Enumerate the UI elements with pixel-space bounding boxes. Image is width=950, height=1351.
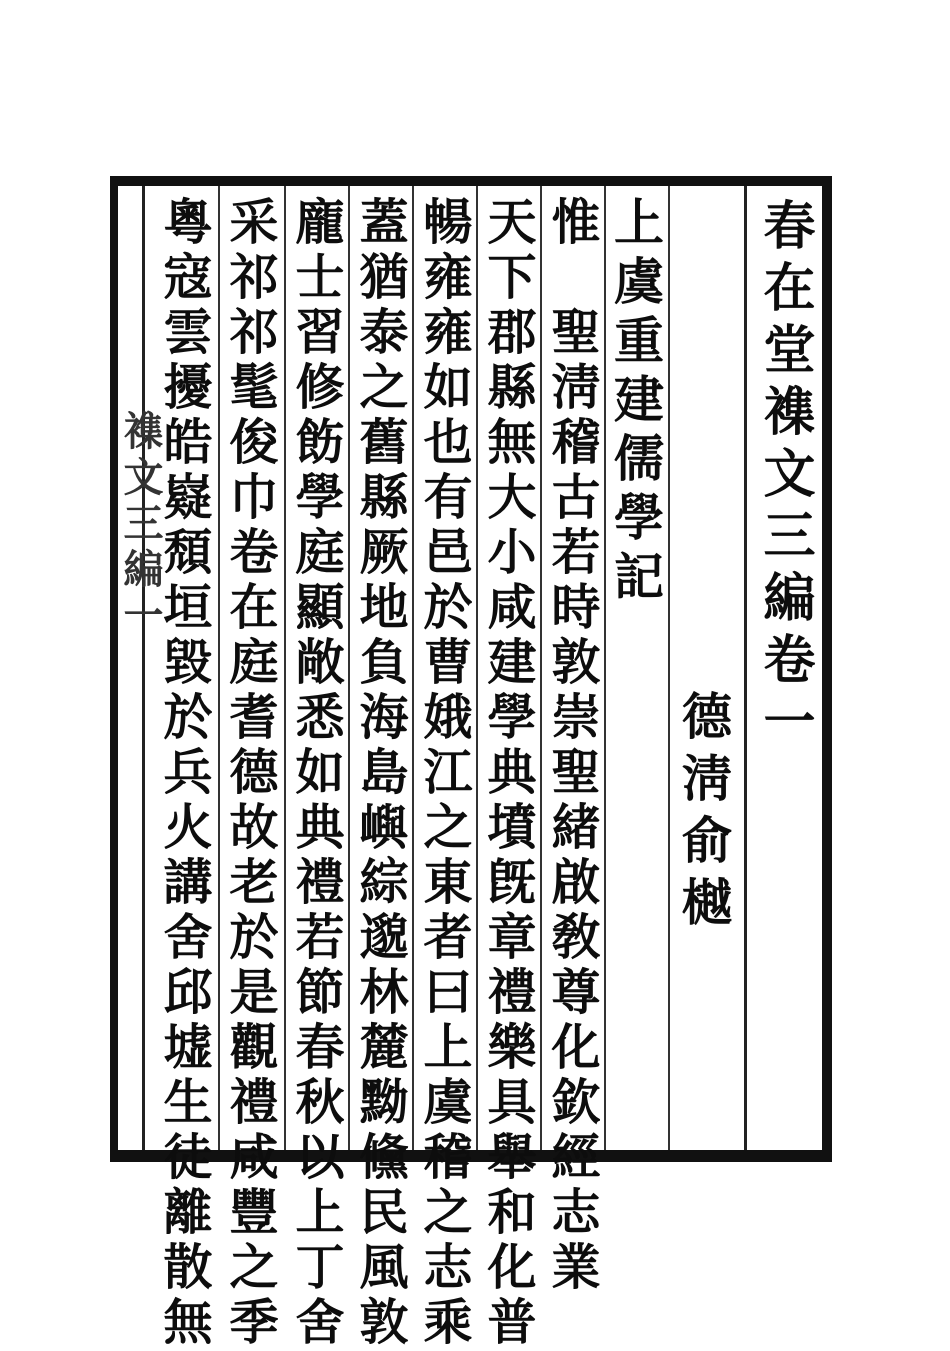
column-rule bbox=[540, 186, 542, 1150]
column-rule bbox=[348, 186, 350, 1150]
frame-left-border bbox=[110, 176, 118, 1162]
column-rule bbox=[284, 186, 286, 1150]
column-rule bbox=[476, 186, 478, 1150]
column-rule bbox=[412, 186, 414, 1150]
column-rule bbox=[218, 186, 220, 1150]
text-column: 暢雍雍如也有邑於曹娥江之東者曰上虞稽之志乘 bbox=[416, 196, 474, 1351]
text-column: 采祁祁髦俊巾卷在庭耆德故老於是觀禮咸豐之季 bbox=[222, 196, 280, 1351]
text-column: 蓋猶泰之舊縣厥地負海島嶼綜邈林麓黝儵民風敦 bbox=[352, 196, 410, 1351]
book-title: 春在堂襍文三編卷一 bbox=[754, 198, 815, 756]
essay-heading: 上虞重建儒學記 bbox=[606, 196, 665, 609]
inner-right-rule bbox=[744, 186, 747, 1150]
author-name: 德淸俞樾 bbox=[674, 690, 733, 938]
column-rule bbox=[668, 186, 670, 1150]
text-column: 粵寇雲擾皓嶷頹垣毀於兵火講舍邱墟生徒離散無 bbox=[156, 196, 214, 1351]
text-column: 惟 聖淸稽古若時敦崇聖緒啟敎尊化欽經志業 bbox=[544, 196, 602, 1296]
frame-right-border bbox=[822, 176, 832, 1162]
frame-top-border bbox=[110, 176, 830, 186]
text-column: 龐士習修飭學庭顯敞悉如典禮若節春秋以上丁舍 bbox=[288, 196, 346, 1351]
margin-label: 襍文三編一 bbox=[117, 410, 164, 640]
inner-left-rule bbox=[142, 186, 145, 1150]
text-column: 天下郡縣無大小咸建學典墳旣章禮樂具舉和化普 bbox=[480, 196, 538, 1351]
